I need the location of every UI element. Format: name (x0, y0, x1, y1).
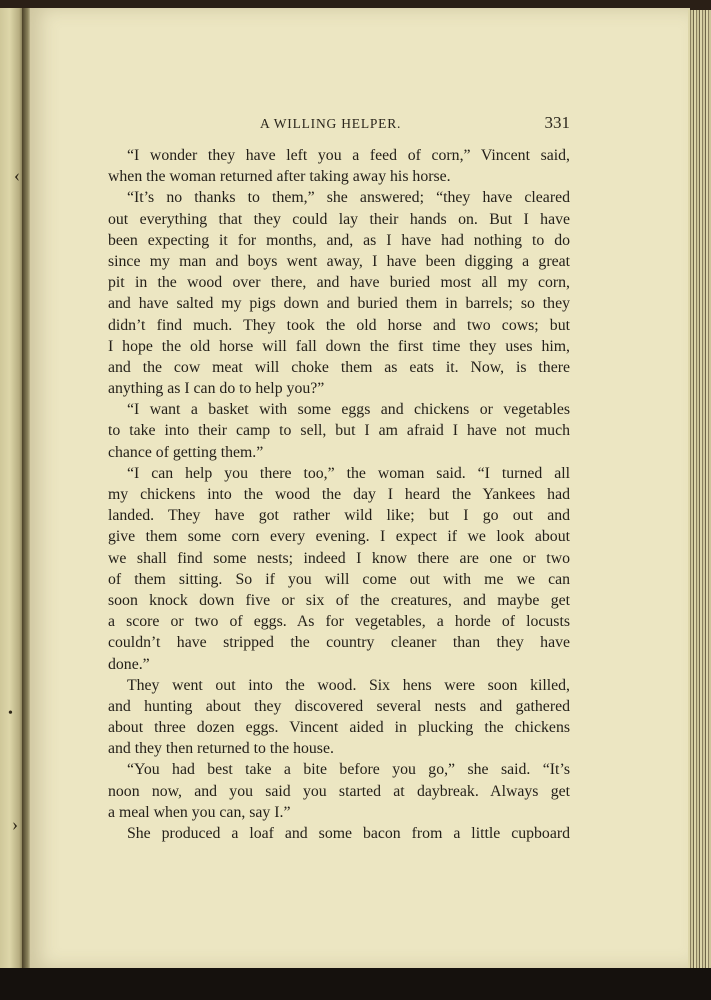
text-line: and have salted my pigs down and buried them in barrels; so they (108, 295, 570, 313)
text-line: chance of getting them.” (108, 443, 264, 461)
text-line: soon knock down five or six of the creatures, and maybe get (108, 591, 570, 609)
text-line: and hunting about they discovered several nests and gathered (108, 697, 570, 715)
text-line: give them some corn every evening. I expect if we look about (108, 528, 570, 546)
text-line: noon now, and you said you started at daybreak. Always get (108, 782, 570, 800)
text-line: I hope the old horse will fall down the first time they uses him, (108, 337, 570, 355)
text-line: anything as I can do to help you?” (108, 380, 325, 398)
page-number: 331 (544, 113, 570, 132)
binding-mark: • (8, 706, 13, 721)
text-line: about three dozen eggs. Vincent aided in plucking the chickens (108, 719, 570, 737)
text-line: didn’t find much. They took the old horse and two cows; but (108, 316, 570, 334)
running-title: A WILLING HELPER. (260, 116, 402, 131)
text-line: “I want a basket with some eggs and chickens or vegetables (127, 401, 570, 419)
body-text (108, 145, 570, 844)
text-line: and they then returned to the house. (108, 740, 334, 758)
book-bottom-edge (0, 968, 711, 1000)
text-line: “You had best take a bite before you go,” she said. “It’s (127, 761, 570, 779)
text-line: done.” (108, 655, 150, 673)
running-head (108, 113, 570, 135)
page-fore-edge (688, 10, 711, 970)
text-line: out everything that they could lay their hands on. But I have (108, 210, 570, 228)
text-line: “It’s no thanks to them,” she answered; “they have cleared (127, 189, 570, 207)
binding-mark: ‹ (14, 165, 20, 185)
text-line: since my man and boys went away, I have been digging a great (108, 252, 570, 270)
text-line: been expecting it for months, and, as I have had nothing to do (108, 231, 570, 249)
text-line: to take into their camp to sell, but I am afraid I have not much (108, 422, 570, 440)
binding-mark: › (12, 814, 18, 834)
text-line: and the cow meat will choke them as eats it. Now, is there (108, 358, 570, 376)
text-line: we shall find some nests; indeed I know there are one or two (108, 549, 570, 567)
text-line: of them sitting. So if you will come out with me we can (108, 570, 570, 588)
text-line: “I wonder they have left you a feed of corn,” Vincent said, (127, 147, 570, 164)
text-line: my chickens into the wood the day I heard the Yankees had (108, 486, 570, 503)
text-line: pit in the wood over there, and have buried most all my corn, (108, 274, 570, 292)
text-line: They went out into the wood. Six hens were soon killed, (127, 676, 570, 694)
text-line: a score or two of eggs. As for vegetables, a horde of locusts (108, 613, 570, 631)
text-line: when the woman returned after taking away his horse. (108, 168, 451, 186)
text-line: “I can help you there too,” the woman said. “I turned all (127, 464, 570, 482)
text-line: landed. They have got rather wild like; but I go out and (108, 507, 570, 525)
text-line: a meal when you can, say I.” (108, 803, 291, 821)
text-line: couldn’t have stripped the country cleaner than they have (108, 634, 570, 652)
text-line: She produced a loaf and some bacon from a little cupboard (127, 825, 570, 842)
